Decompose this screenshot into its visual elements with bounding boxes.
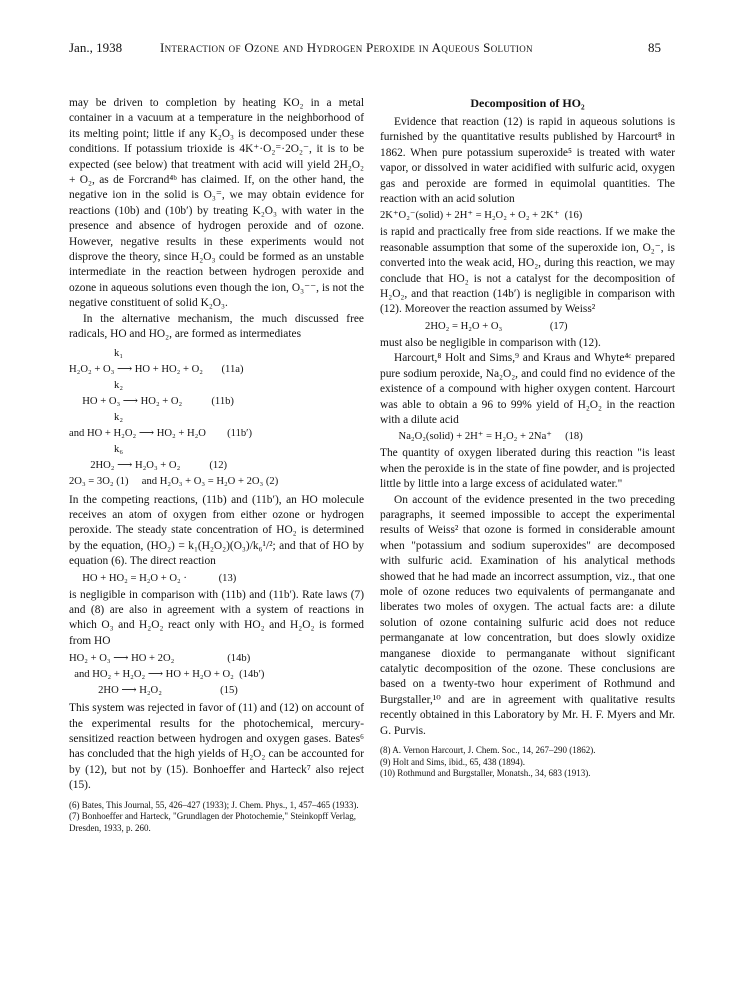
equation-line: HO + O₃ ⟶ HO₂ + O₂ (11b) [69,395,234,407]
equation-line: 2HO ⟶ H₂O₂ (15) [69,685,238,697]
paragraph: must also be negligible in comparison with (12). [380,336,601,349]
paragraph: may be driven to completion by heating KO₂ in a metal container in a vacuum at a temperature in the neighborhood of its melting point; little if any K₂O₃ is decomposed under these conditions. If potassium trioxide is 4K⁺·O₂⁼·2O₂⁻, it is to be expected (see below) that treatment with acid will yield 2H₂O₂ + O₂, as de Forcrand⁴ᵇ has claimed. If, on the other hand, the negative ion in the solid is O₃⁼, we may obtain evidence for reactions (10b) and (10b′) by treating K₂O₃ with water in the presence and absence of hydrogen peroxide and of ozone. However, negative results in these experiments would not disprove the theory, since H₂O₃ could be formed as an unstable intermediate in the reaction between hydrogen peroxide and ozone in aqueous solutions even though the ion, O₃⁻⁻, is not the negative constituent of solid K₂O₃. [69,97,364,310]
paragraph: This system was rejected in favor of (11) and (12) on account of the experimental results for the photochemical, mercury-sensitized reaction between hydrogen and oxygen gases. Bates⁶ has concluded that the high yields of H₂O₂ can be accounted for by (12), but not by (15). Bonhoeffer and Harteck⁷ also reject (15). [69,702,364,792]
equation-line: k₂ [69,379,124,391]
equation-line: HO₂ + O₃ ⟶ HO + 2O₂ (14b) [69,653,251,665]
footnote: (9) Holt and Sims, ibid., 65, 438 (1894). [380,756,525,767]
right-column [380,96,675,780]
footnote: (10) Rothmund and Burgstaller, Monatsh., 34, 683 (1913). [380,768,591,779]
paragraph: The quantity of oxygen liberated during this reaction "is least when the peroxide is in the state of fine powder, and is projected little by little into a large excess of acidulated water." [380,447,675,491]
equation-18: Na₂O₂(solid) + 2H⁺ = H₂O₂ + 2Na⁺ (18) [380,431,583,443]
paragraph: is negligible in comparison with (11b) and (11b′). Rate laws (7) and (8) are also in agreement with a system of reactions in which O₃ and H₂O₂ react only with HO₂ and H₂O₂ is formed from HO [69,588,364,647]
equation-line: 2O₃ = 3O₂ (1) and H₂O₃ + O₃ = H₂O + 2O₃ (2) [69,475,279,487]
equation-line: k₆ [69,443,124,455]
equation-block [69,652,364,698]
paragraph: In the competing reactions, (11b) and (11b′), an HO molecule receives an atom of oxygen from either ozone or hydrogen peroxide. The steady state concentration of HO₂ is determined by the equation, (HO₂) = k₁(H₂O₂)(O₃)/k₆¹/²; and that of HO by equation (6). The direct reaction [69,493,364,568]
equation-line: k₁ [69,347,124,359]
header-page-number: 85 [648,40,661,55]
equation-line: and HO₂ + H₂O₂ ⟶ HO + H₂O + O₂ (14b′) [69,669,265,681]
equation-line: k₂ [69,411,124,423]
equation-block [69,347,364,489]
paragraph: In the alternative mechanism, the much discussed free radicals, HO and HO₂, are formed as intermediates [69,312,364,341]
paragraph: Evidence that reaction (12) is rapid in aqueous solutions is furnished by the quantitative results published by Harcourt⁸ in 1862. When pure potassium superoxide⁵ is treated with water vapor, or dissolved in water acidified with sulfuric acid, oxygen gas and peroxide are formed in equimolal quantities. The reaction with an acid solution [380,116,675,206]
equation-line: H₂O₂ + O₃ ⟶ HO + HO₂ + O₂ (11a) [69,363,244,375]
footnote: (6) Bates, This Journal, 55, 426–427 (1933); J. Chem. Phys., 1, 457–465 (1933). [69,799,359,810]
header-date: Jan., 1938 [69,40,123,55]
equation-17: 2HO₂ = H₂O + O₃ (17) [380,320,568,332]
equation-line: and HO + H₂O₂ ⟶ HO₂ + H₂O (11b′) [69,427,253,439]
section-title: Decomposition of HO₂ [470,96,585,110]
header-title: Interaction of Ozone and Hydrogen Peroxide in Aqueous Solution [160,40,533,55]
equation-13: HO + HO₂ = H₂O + O₂ · (13) [69,572,237,584]
footnote: (8) A. Vernon Harcourt, J. Chem. Soc., 14, 267–290 (1862). [380,745,596,756]
paragraph: is rapid and practically free from side reactions. If we make the reasonable assumption that some of the superoxide ion, O₂⁻, is converted into the weak acid, HO₂, during this reaction, we may conclude that HO₂ is not a catalyst for the decomposition of H₂O₂, and that reaction (14b′) is negligible in comparison with (12). Moreover the reaction assumed by Weiss² [380,226,675,316]
footnotes [380,745,675,780]
paragraph: Harcourt,⁸ Holt and Sims,⁹ and Kraus and Whyte⁴ᶜ prepared pure sodium peroxide, Na₂O₂, and could find no evidence of the existence of a compound with higher oxygen content. Harcourt was able to obtain a 96 to 99% yield of H₂O₂ in the reaction with a dilute acid [380,352,675,426]
footnote: (7) Bonhoeffer and Harteck, "Grundlagen der Photochemie," Steinkopff Verlag, Dresden, 1933, p. 260. [69,811,357,833]
equation-16: 2K⁺O₂⁻(solid) + 2H⁺ = H₂O₂ + O₂ + 2K⁺ (16) [380,210,583,222]
paragraph: On account of the evidence presented in the two preceding paragraphs, it seemed impossible to accept the experimental results of Weiss² that ozone is formed in considerable amount when "potassium and sodium superoxides" are decomposed with sulfuric acid. Examination of his analytical methods showed that he had made an incorrect assumption, viz., that one mole of ozone reduces two equivalents of permanganate and liberates two moles of oxygen. The actual facts are: a dilute solution of ozone containing sulfuric acid does not reduce permanganate at low concentration, but does slowly oxidize manganese dioxide to permanganate without significant catalytic decomposition of the ozone. These conclusions are based on a twenty-two hour experiment of Rothmund and Burgstaller,¹⁰ and are in agreement with qualitative results recently obtained in this Laboratory by Mr. H. F. Myers and Mr. G. Purvis. [380,493,675,737]
equation-line: 2HO₂ ⟶ H₂O₃ + O₂ (12) [69,459,228,471]
footnotes [69,800,364,835]
left-column [69,96,364,834]
